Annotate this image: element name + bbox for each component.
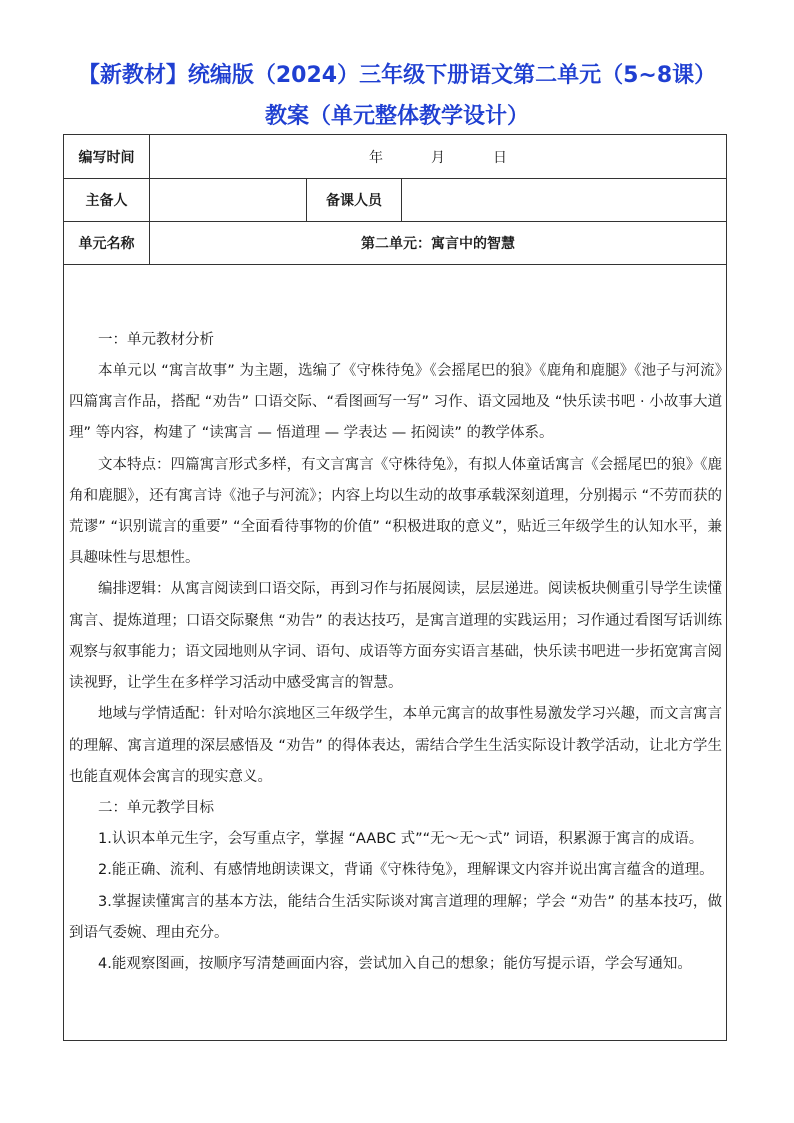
goal-3: 3.掌握读懂寓言的基本方法，能结合生活实际谈对寓言道理的理解；学会 “劝告” 的基本技巧，做到语气委婉、理由充分。 bbox=[69, 893, 723, 941]
analysis-paragraph-3: 编排逻辑：从寓言阅读到口语交际，再到习作与拓展阅读，层层递进。阅读板块侧重引导学生读懂寓言、提炼道理；口语交际聚焦 “劝告” 的表达技巧，是寓言道理的实践运用；习作通过看图写话训练观察与叙事能力；语文园地则从字词、语句、成语等方面夯实语言基础，快乐读书吧进一步拓宽寓言阅读视野，让学生在多样学习活动中感受寓言的智慧。 bbox=[69, 581, 723, 692]
lead-preparer-value[interactable] bbox=[150, 179, 307, 222]
content-cell bbox=[64, 265, 727, 1041]
goal-2: 2.能正确、流利、有感情地朗读课文，背诵《守株待兔》，理解课文内容并说出寓言蕴含的道理。 bbox=[98, 862, 714, 879]
write-time-value[interactable] bbox=[150, 135, 727, 179]
analysis-paragraph-1: 本单元以 “寓言故事” 为主题，选编了《守株待兔》《会摇尾巴的狼》《鹿角和鹿腿》《池子与河流》四篇寓言作品，搭配 “劝告” 口语交际、“看图画写一写” 习作、语文园地及 “快乐读书吧 · 小故事大道理” 等内容，构建了 “读寓言 — 悟道理 — 学表达 — 拓阅读” 的教学体系。 bbox=[69, 363, 723, 442]
content-row bbox=[64, 265, 727, 1041]
date-year: 年 bbox=[369, 149, 383, 166]
goal-4: 4.能观察图画，按顺序写清楚画面内容，尝试加入自己的想象；能仿写提示语，学会写通知。 bbox=[98, 955, 692, 972]
document-title-line-1: 【新教材】统编版（2024）三年级下册语文第二单元（5~8课） bbox=[77, 63, 717, 88]
analysis-paragraph-2: 文本特点：四篇寓言形式多样，有文言寓言《守株待兔》，有拟人体童话寓言《会摇尾巴的狼》《鹿角和鹿腿》，还有寓言诗《池子与河流》；内容上均以生动的故事承载深刻道理，分别揭示 “不劳而获的荒谬” “识别谎言的重要” “全面看待事物的价值” “积极进取的意义”，贴近三年级学生的认知水平，兼具趣味性与思想性。 bbox=[69, 456, 723, 567]
co-preparers-label: 备课人员 bbox=[307, 179, 402, 222]
section-1-heading: 一：单元教材分析 bbox=[98, 331, 214, 348]
write-time-row bbox=[64, 135, 727, 179]
preparer-row bbox=[64, 179, 727, 222]
unit-name-label: 单元名称 bbox=[64, 222, 150, 265]
document-title-line-2: 教案（单元整体教学设计） bbox=[264, 104, 529, 129]
unit-name-row bbox=[64, 222, 727, 265]
co-preparers-value[interactable] bbox=[402, 179, 727, 222]
lesson-plan-table bbox=[63, 134, 727, 1041]
lead-preparer-label: 主备人 bbox=[64, 179, 150, 222]
unit-name-value: 第二单元：寓言中的智慧 bbox=[150, 222, 727, 265]
section-2-heading: 二：单元教学目标 bbox=[98, 799, 214, 816]
date-month: 月 bbox=[431, 149, 445, 166]
write-time-label: 编写时间 bbox=[64, 135, 150, 179]
goal-1: 1.认识本单元生字，会写重点字，掌握 “AABC 式”“无～无～式” 词语，积累源于寓言的成语。 bbox=[98, 831, 704, 848]
date-day: 日 bbox=[493, 149, 507, 166]
analysis-paragraph-4: 地域与学情适配：针对哈尔滨地区三年级学生，本单元寓言的故事性易激发学习兴趣，而文言寓言的理解、寓言道理的深层感悟及 “劝告” 的得体表达，需结合学生生活实际设计教学活动，让北方学生也能直观体会寓言的现实意义。 bbox=[69, 706, 723, 785]
